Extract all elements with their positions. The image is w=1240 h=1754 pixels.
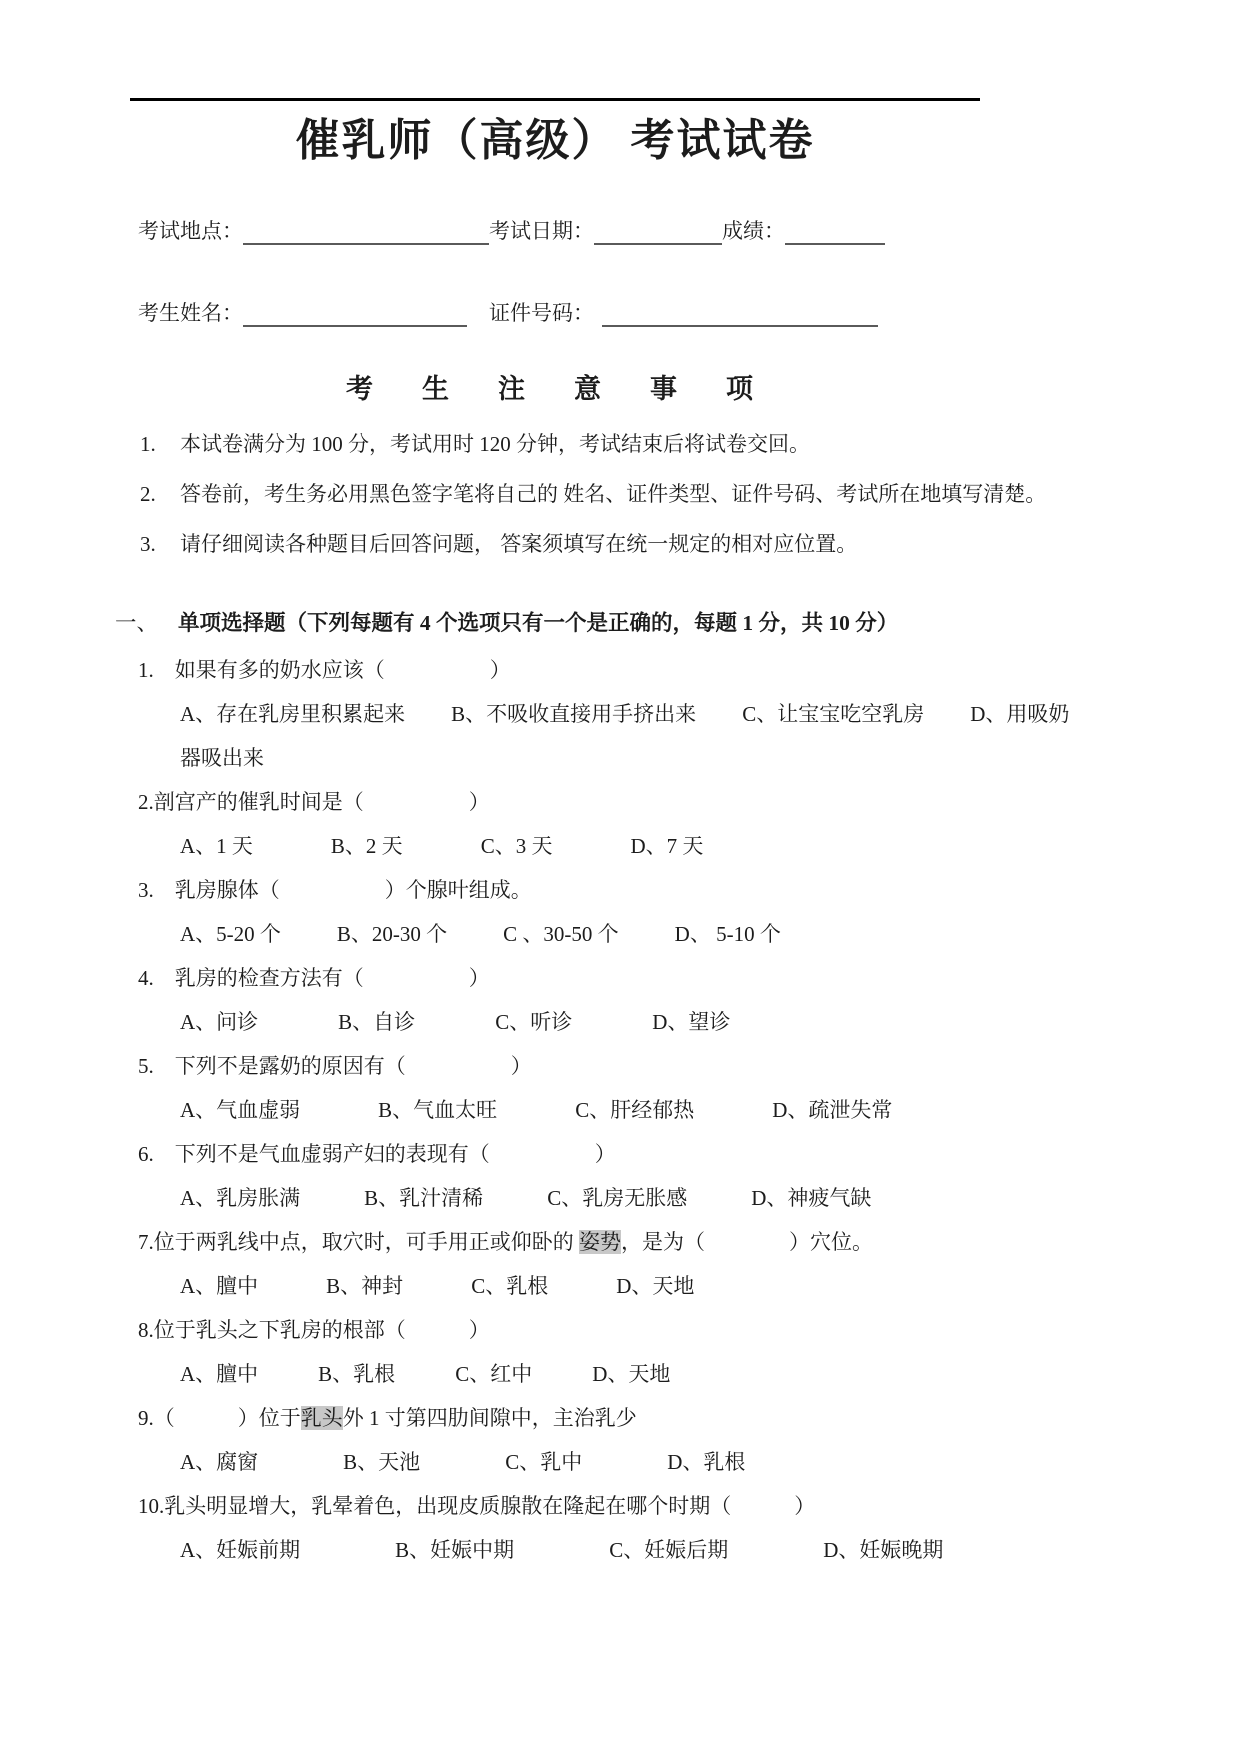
question-item	[138, 655, 1200, 773]
stem-text: 2.剖宫产的催乳时间是（ ）	[138, 790, 490, 814]
question-stem	[138, 875, 1200, 905]
option: C、乳房无胀感	[547, 1186, 688, 1210]
stem-text: 1. 如果有多的奶水应该（ ）	[138, 658, 511, 682]
question-options	[180, 1447, 1200, 1477]
question-options	[180, 1359, 1200, 1389]
option: B、乳根	[318, 1362, 396, 1386]
question-item	[138, 1051, 1200, 1125]
option: D、用吸奶	[970, 702, 1070, 726]
option: A、膻中	[180, 1362, 259, 1386]
question-item	[138, 1227, 1200, 1301]
option-continuation: 器吸出来	[180, 746, 264, 770]
stem-highlight: 姿势	[579, 1230, 621, 1254]
question-options	[180, 919, 1200, 949]
question-options	[180, 1535, 1200, 1565]
option: C、乳中	[505, 1450, 583, 1474]
option: B、气血太旺	[378, 1098, 498, 1122]
notice-item-text: 答卷前，考生务必用黑色签字笔将自己的 姓名、证件类型、证件号码、考试所在地填写清楚。	[180, 482, 1047, 506]
score-label: 成绩：	[722, 219, 785, 243]
option: B、妊娠中期	[395, 1538, 515, 1562]
question-stem	[138, 1051, 1200, 1081]
option: B、不吸收直接用手挤出来	[451, 702, 697, 726]
option: B、乳汁清稀	[364, 1186, 484, 1210]
exam-title: 催乳师（高级） 考试试卷	[295, 116, 815, 165]
option: B、神封	[326, 1274, 404, 1298]
option: D、天地	[616, 1274, 695, 1298]
stem-text: 8.位于乳头之下乳房的根部（ ）	[138, 1318, 490, 1342]
question-options	[180, 1183, 1200, 1213]
option: D、疏泄失常	[772, 1098, 893, 1122]
option: D、神疲气缺	[751, 1186, 872, 1210]
question-stem	[138, 1315, 1200, 1345]
questions	[138, 655, 1200, 1565]
option: C、乳根	[471, 1274, 549, 1298]
option: C、妊娠后期	[609, 1538, 729, 1562]
exam-location-blank[interactable]	[243, 217, 489, 245]
option: D、 5-10 个	[674, 922, 781, 946]
id-number-label: 证件号码：	[489, 301, 594, 325]
notice-item-number: 3.	[140, 532, 156, 556]
question-options	[180, 1271, 1200, 1301]
stem-text: ，是为（ ）穴位。	[621, 1230, 873, 1254]
option: A、腐窗	[180, 1450, 259, 1474]
option: A、问诊	[180, 1010, 259, 1034]
stem-highlight: 乳头	[300, 1406, 343, 1430]
question-item	[138, 1491, 1200, 1565]
stem-text: 5. 下列不是露奶的原因有（ ）	[138, 1054, 532, 1078]
top-rule	[130, 98, 980, 101]
stem-text: 外 1 寸第四肋间隙中，主治乳少	[342, 1406, 637, 1430]
question-item	[138, 787, 1200, 861]
option: D、乳根	[667, 1450, 746, 1474]
question-item	[138, 875, 1200, 949]
question-options	[180, 831, 1200, 861]
question-stem	[138, 963, 1200, 993]
notice-item-number: 2.	[140, 482, 156, 506]
option: B、20-30 个	[336, 922, 448, 946]
option: A、存在乳房里积累起来	[180, 702, 406, 726]
stem-text: 10.乳头明显增大，乳晕着色，出现皮质腺散在隆起在哪个时期（ ）	[138, 1494, 816, 1518]
question-options	[180, 1095, 1200, 1125]
notice-item-number: 1.	[140, 432, 156, 456]
option: D、望诊	[652, 1010, 731, 1034]
question-options	[180, 699, 1200, 729]
option: D、天地	[592, 1362, 671, 1386]
stem-text: 6. 下列不是气血虚弱产妇的表现有（ ）	[138, 1142, 616, 1166]
option: B、2 天	[330, 834, 403, 858]
option: C、红中	[455, 1362, 533, 1386]
section-heading	[115, 607, 1180, 639]
option: A、妊娠前期	[180, 1538, 301, 1562]
score-blank[interactable]	[785, 217, 885, 245]
candidate-name-label: 考生姓名：	[138, 301, 243, 325]
stem-text: 7.位于两乳线中点，取穴时，可手用正或仰卧的	[138, 1230, 579, 1254]
notice-header: 考 生 注 意 事 项	[346, 374, 764, 404]
question-item	[138, 1139, 1200, 1213]
option: C、肝经郁热	[575, 1098, 695, 1122]
notice-item	[140, 429, 1180, 459]
option: A、气血虚弱	[180, 1098, 301, 1122]
id-number-blank[interactable]	[602, 299, 878, 327]
option: C 、30-50 个	[503, 922, 619, 946]
option: A、膻中	[180, 1274, 259, 1298]
notice-list	[0, 429, 1240, 559]
question-item	[138, 1315, 1200, 1389]
option: D、妊娠晚期	[823, 1538, 944, 1562]
question-stem	[138, 1139, 1200, 1169]
notice-item-text: 请仔细阅读各种题目后回答问题， 答案须填写在统一规定的相对应位置。	[180, 532, 858, 556]
option: C、听诊	[495, 1010, 573, 1034]
option: C、让宝宝吃空乳房	[742, 702, 925, 726]
exam-date-blank[interactable]	[594, 217, 722, 245]
exam-date-label: 考试日期：	[489, 219, 594, 243]
option: B、天池	[343, 1450, 421, 1474]
option: D、7 天	[630, 834, 704, 858]
form-row-2	[138, 299, 1240, 327]
stem-text: 4. 乳房的检查方法有（ ）	[138, 966, 490, 990]
question-stem	[138, 1491, 1200, 1521]
option: C、3 天	[480, 834, 553, 858]
option: A、5-20 个	[180, 922, 281, 946]
candidate-name-blank[interactable]	[243, 299, 467, 327]
notice-item	[140, 479, 1180, 509]
option: A、乳房胀满	[180, 1186, 301, 1210]
stem-text: 3. 乳房腺体（ ）个腺叶组成。	[138, 878, 532, 902]
question-item	[138, 1403, 1200, 1477]
section-number: 一、	[115, 611, 159, 635]
question-options	[180, 1007, 1200, 1037]
question-stem	[138, 655, 1200, 685]
question-stem	[138, 1403, 1200, 1433]
notice-item	[140, 529, 1180, 559]
section-title: 单项选择题（下列每题有 4 个选项只有一个是正确的，每题 1 分，共 10 分）	[178, 611, 899, 635]
form-row-1	[138, 217, 1240, 245]
question-stem	[138, 787, 1200, 817]
option: A、1 天	[180, 834, 253, 858]
exam-location-label: 考试地点：	[138, 219, 243, 243]
stem-text: 9.（ ）位于	[138, 1406, 301, 1430]
question-stem	[138, 1227, 1200, 1257]
notice-item-text: 本试卷满分为 100 分，考试用时 120 分钟，考试结束后将试卷交回。	[180, 432, 810, 456]
option: B、自诊	[338, 1010, 416, 1034]
question-item	[138, 963, 1200, 1037]
